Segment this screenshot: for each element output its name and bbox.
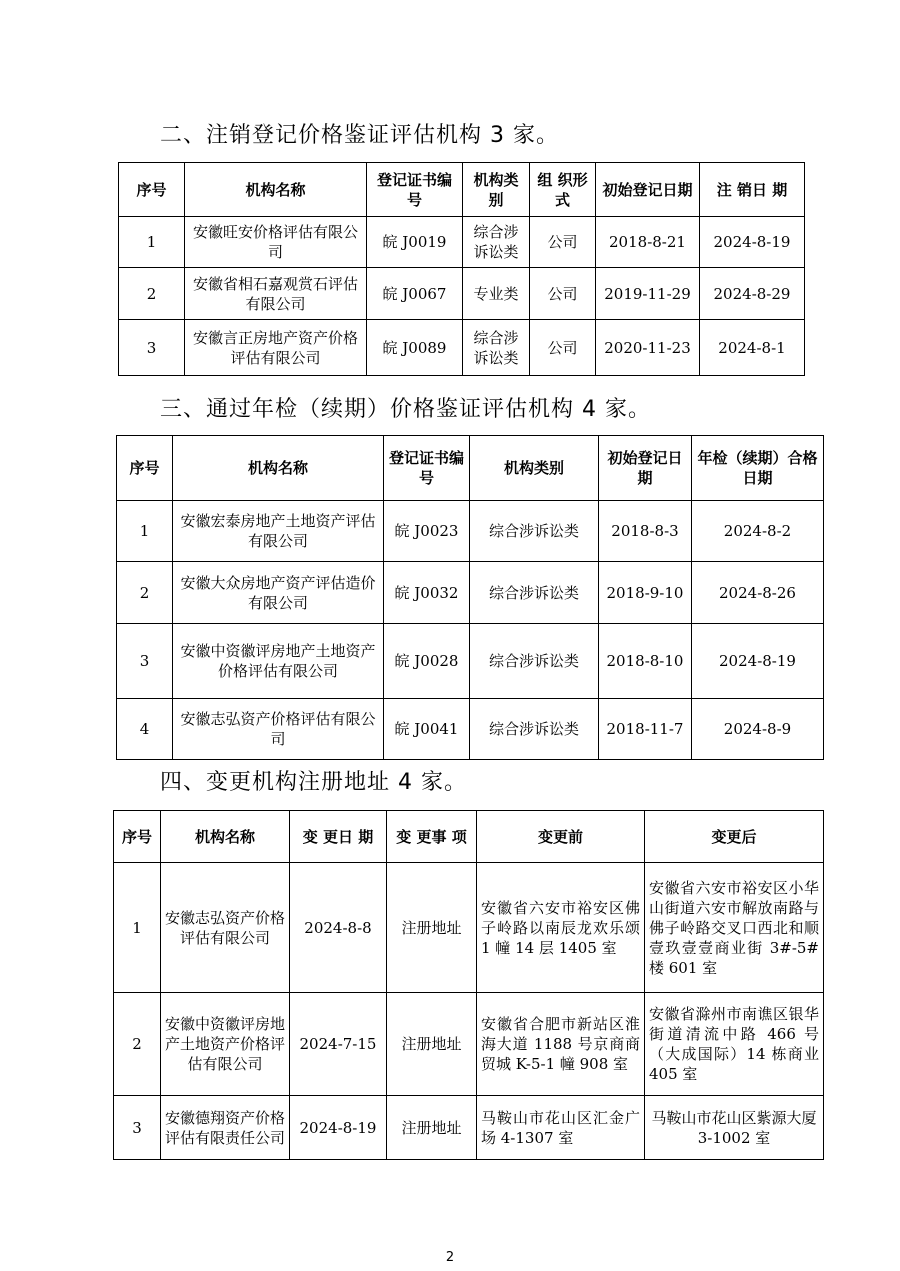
table-row [114, 1096, 824, 1160]
cell-change-date: 2024-8-8 [290, 863, 387, 993]
cell-before: 马鞍山市花山区汇金广场 4-1307 室 [477, 1096, 645, 1160]
cell-org-form: 公司 [530, 320, 596, 376]
cell-org-name: 安徽志弘资产价格评估有限公司 [161, 863, 290, 993]
cell-change-date: 2024-8-19 [290, 1096, 387, 1160]
cell-before: 安徽省六安市裕安区佛子岭路以南辰龙欢乐颂 1 幢 14 层 1405 室 [477, 863, 645, 993]
cell-before: 安徽省合肥市新站区淮海大道 1188 号京商商贸城 K-5-1 幢 908 室 [477, 993, 645, 1096]
cell-init-date: 2018-11-7 [599, 699, 692, 760]
cell-index: 2 [114, 993, 161, 1096]
cell-index: 1 [114, 863, 161, 993]
cell-org-name: 安徽言正房地产资产价格评估有限公司 [185, 320, 367, 376]
cell-index: 2 [117, 562, 173, 624]
cell-init-date: 2019-11-29 [596, 268, 700, 320]
cell-init-date: 2020-11-23 [596, 320, 700, 376]
header-cell: 机构类别 [470, 436, 599, 501]
header-cell: 登记证书编号 [384, 436, 470, 501]
cell-index: 1 [119, 217, 185, 268]
cell-category: 综合涉诉讼类 [470, 562, 599, 624]
header-cell: 变更前 [477, 811, 645, 863]
page-number: 2 [445, 1250, 455, 1265]
cell-index: 3 [117, 624, 173, 699]
header-cell: 机构名称 [173, 436, 384, 501]
cell-category: 综合涉诉讼类 [470, 501, 599, 562]
cell-org-name: 安徽大众房地产资产评估造价有限公司 [173, 562, 384, 624]
cell-pass-date: 2024-8-9 [692, 699, 824, 760]
table-header-row [117, 436, 824, 501]
table-row [117, 624, 824, 699]
table-row [119, 268, 805, 320]
header-cell: 序号 [117, 436, 173, 501]
table-row [117, 562, 824, 624]
cell-category: 综合涉诉讼类 [463, 320, 530, 376]
cell-cancel-date: 2024-8-29 [700, 268, 805, 320]
cell-cancel-date: 2024-8-1 [700, 320, 805, 376]
cell-change-date: 2024-7-15 [290, 993, 387, 1096]
annual-inspection-table [116, 435, 824, 760]
cell-index: 2 [119, 268, 185, 320]
cell-cert-no: 皖 J0032 [384, 562, 470, 624]
table-row [114, 863, 824, 993]
cell-cert-no: 皖 J0019 [367, 217, 463, 268]
table-row [119, 320, 805, 376]
cell-cert-no: 皖 J0041 [384, 699, 470, 760]
cell-index: 3 [114, 1096, 161, 1160]
header-cell: 序号 [114, 811, 161, 863]
table-header-row [119, 163, 805, 217]
header-cell: 机构类别 [463, 163, 530, 217]
header-cell: 变 更事 项 [387, 811, 477, 863]
table-row [117, 699, 824, 760]
cell-change-item: 注册地址 [387, 993, 477, 1096]
table-row [117, 501, 824, 562]
section2-heading: 二、注销登记价格鉴证评估机构 3 家。 [160, 123, 559, 148]
header-cell: 初始登记日期 [599, 436, 692, 501]
cell-after: 安徽省六安市裕安区小华山街道六安市解放南路与佛子岭路交叉口西北和顺壹玖壹壹商业街 3#-5#楼 601 室 [645, 863, 824, 993]
cell-category: 综合涉诉讼类 [463, 217, 530, 268]
cell-after: 马鞍山市花山区紫源大厦 3-1002 室 [645, 1096, 824, 1160]
header-cell: 注 销日 期 [700, 163, 805, 217]
cell-pass-date: 2024-8-19 [692, 624, 824, 699]
cell-cert-no: 皖 J0023 [384, 501, 470, 562]
header-cell: 年检（续期）合格日期 [692, 436, 824, 501]
header-cell: 变更后 [645, 811, 824, 863]
header-cell: 初始登记日期 [596, 163, 700, 217]
cell-category: 综合涉诉讼类 [470, 624, 599, 699]
cell-org-form: 公司 [530, 217, 596, 268]
header-cell: 序号 [119, 163, 185, 217]
header-cell: 机构名称 [161, 811, 290, 863]
cell-org-form: 公司 [530, 268, 596, 320]
cell-org-name: 安徽志弘资产价格评估有限公司 [173, 699, 384, 760]
cell-pass-date: 2024-8-2 [692, 501, 824, 562]
header-cell: 变 更日 期 [290, 811, 387, 863]
cell-index: 4 [117, 699, 173, 760]
cell-pass-date: 2024-8-26 [692, 562, 824, 624]
cell-init-date: 2018-8-10 [599, 624, 692, 699]
section3-heading: 三、通过年检（续期）价格鉴证评估机构 4 家。 [160, 397, 651, 422]
table-header-row [114, 811, 824, 863]
cell-init-date: 2018-9-10 [599, 562, 692, 624]
cell-index: 3 [119, 320, 185, 376]
cell-init-date: 2018-8-3 [599, 501, 692, 562]
header-cell: 登记证书编号 [367, 163, 463, 217]
cell-change-item: 注册地址 [387, 1096, 477, 1160]
header-cell: 机构名称 [185, 163, 367, 217]
deregistered-table [118, 162, 805, 376]
cell-org-name: 安徽省相石嘉观赏石评估有限公司 [185, 268, 367, 320]
cell-cert-no: 皖 J0067 [367, 268, 463, 320]
table-row [119, 217, 805, 268]
cell-org-name: 安徽宏泰房地产土地资产评估有限公司 [173, 501, 384, 562]
cell-change-item: 注册地址 [387, 863, 477, 993]
section4-heading: 四、变更机构注册地址 4 家。 [160, 770, 467, 795]
cell-org-name: 安徽中资徽评房地产土地资产价格评估有限公司 [161, 993, 290, 1096]
cell-category: 专业类 [463, 268, 530, 320]
cell-org-name: 安徽中资徽评房地产土地资产价格评估有限公司 [173, 624, 384, 699]
cell-org-name: 安徽德翔资产价格评估有限责任公司 [161, 1096, 290, 1160]
cell-cancel-date: 2024-8-19 [700, 217, 805, 268]
cell-cert-no: 皖 J0028 [384, 624, 470, 699]
header-cell: 组 织形 式 [530, 163, 596, 217]
cell-after: 安徽省滁州市南谯区银华街道清流中路 466 号（大成国际）14 栋商业 405 室 [645, 993, 824, 1096]
address-change-table [113, 810, 824, 1160]
cell-org-name: 安徽旺安价格评估有限公司 [185, 217, 367, 268]
cell-index: 1 [117, 501, 173, 562]
cell-category: 综合涉诉讼类 [470, 699, 599, 760]
cell-init-date: 2018-8-21 [596, 217, 700, 268]
cell-cert-no: 皖 J0089 [367, 320, 463, 376]
table-row [114, 993, 824, 1096]
